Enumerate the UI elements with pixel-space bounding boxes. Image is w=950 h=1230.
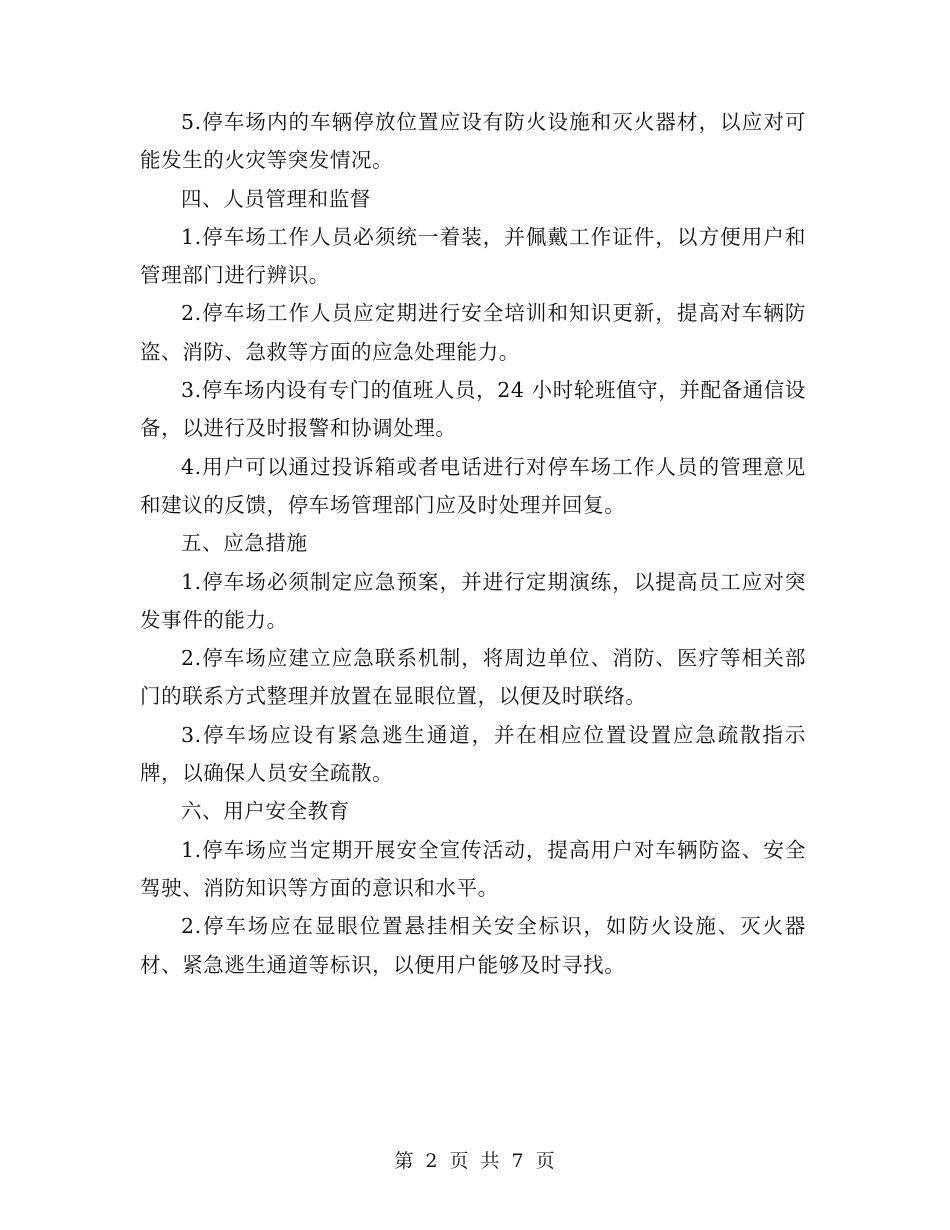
- paragraph-duty-staff: 3.停车场内设有专门的值班人员，24 小时轮班值守，并配备通信设备，以进行及时报警和协调处理。: [140, 378, 806, 441]
- paragraph-feedback: 4.用户可以通过投诉箱或者电话进行对停车场工作人员的管理意见和建议的反馈，停车场管理部门应及时处理并回复。: [140, 454, 806, 517]
- document-body: [140, 103, 806, 984]
- paragraph-escape-route: 3.停车场应设有紧急逃生通道，并在相应位置设置应急疏散指示牌，以确保人员安全疏散。: [140, 722, 806, 786]
- paragraph-safety-signs: 2.停车场应在显眼位置悬挂相关安全标识，如防火设施、灭火器材、紧急逃生通道等标识，以便用户能够及时寻找。: [140, 914, 806, 977]
- section-heading-personnel: 四、人员管理和监督: [181, 186, 371, 211]
- paragraph-uniform: 1.停车场工作人员必须统一着装，并佩戴工作证件，以方便用户和管理部门进行辨识。: [140, 224, 806, 288]
- paragraph-emergency-plan: 1.停车场必须制定应急预案，并进行定期演练，以提高员工应对突发事件的能力。: [140, 569, 806, 632]
- page-number-footer: 第 2 页 共 7 页: [394, 1150, 556, 1172]
- paragraph-training: 2.停车场工作人员应定期进行安全培训和知识更新，提高对车辆防盗、消防、急救等方面的应急处理能力。: [140, 301, 806, 364]
- section-heading-user-education: 六、用户安全教育: [181, 799, 350, 824]
- paragraph-safety-campaign: 1.停车场应当定期开展安全宣传活动，提高用户对车辆防盗、安全驾驶、消防知识等方面的意识和水平。: [140, 837, 806, 900]
- paragraph-emergency-contacts: 2.停车场应建立应急联系机制，将周边单位、消防、医疗等相关部门的联系方式整理并放置在显眼位置，以便及时联络。: [140, 646, 806, 709]
- paragraph-fire-facilities: 5.停车场内的车辆停放位置应设有防火设施和灭火器材，以应对可能发生的火灾等突发情况。: [140, 110, 806, 173]
- section-heading-emergency: 五、应急措施: [181, 531, 308, 556]
